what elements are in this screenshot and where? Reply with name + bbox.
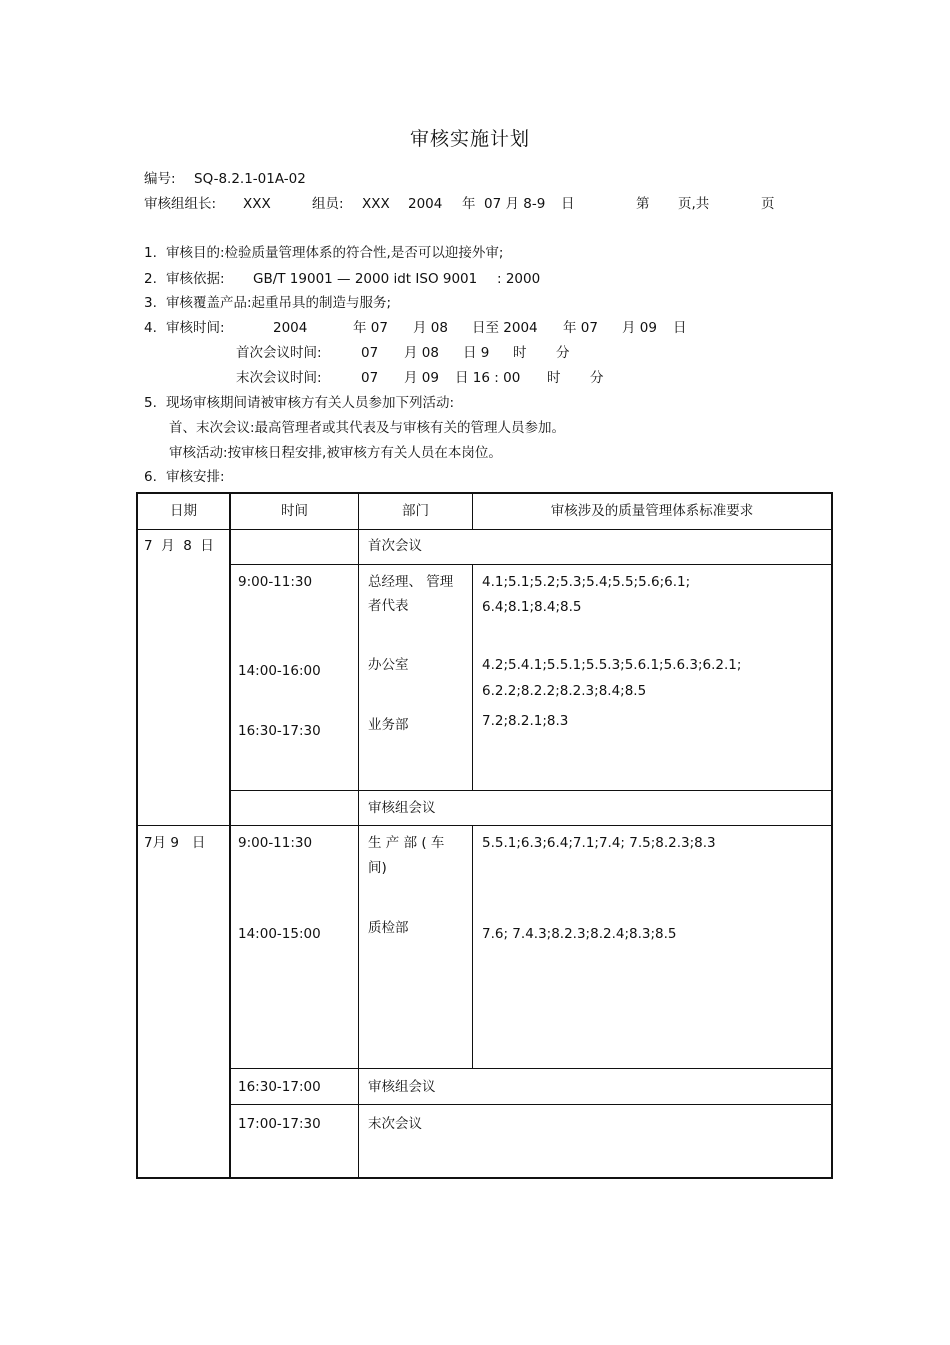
last-meeting-part: 分 bbox=[590, 370, 604, 386]
day1-row2-dept: 办公室 bbox=[368, 657, 409, 673]
last-meeting-part: 07 bbox=[361, 370, 379, 386]
day1-row2-time: 14:00-16:00 bbox=[238, 663, 321, 679]
audit-time-part: 日 bbox=[673, 320, 687, 336]
day2-row1-dept-line2: 间) bbox=[368, 860, 387, 876]
row-divider-header bbox=[136, 529, 833, 530]
audit-time-part: 年 07 bbox=[563, 320, 598, 336]
last-meeting-part: 月 09 bbox=[404, 370, 439, 386]
day2-team-meeting: 审核组会议 bbox=[368, 1079, 436, 1095]
day1-row1-dept-line2: 者代表 bbox=[368, 598, 409, 614]
item-6 bbox=[144, 468, 225, 486]
code-value: SQ-8.2.1-01A-02 bbox=[194, 171, 306, 187]
item-4-label: 审核时间: bbox=[166, 320, 225, 336]
day1-row1-dept: 总经理、 管理 bbox=[368, 574, 454, 590]
item-2 bbox=[144, 270, 225, 288]
leader-value: XXX bbox=[243, 196, 271, 212]
table-border-bottom bbox=[136, 1177, 833, 1179]
day1-row2-req: 4.2;5.4.1;5.5.1;5.5.3;5.6.1;5.6.3;6.2.1; bbox=[482, 657, 742, 673]
item-3 bbox=[144, 294, 391, 312]
item-1-text: 审核目的:检验质量管理体系的符合性,是否可以迎接外审; bbox=[166, 245, 504, 261]
day2-date: 7月 9 日 bbox=[144, 835, 206, 851]
day1-opening-meeting: 首次会议 bbox=[368, 538, 422, 554]
last-meeting-part: 日 16 : 00 bbox=[455, 370, 521, 386]
day2-team-time: 16:30-17:00 bbox=[238, 1079, 321, 1095]
day1-row3-req: 7.2;8.2.1;8.3 bbox=[482, 713, 569, 729]
first-meeting-label: 首次会议时间: bbox=[236, 345, 322, 361]
code-label: 编号: bbox=[144, 171, 176, 187]
item-2-tail: : 2000 bbox=[497, 271, 541, 287]
item-2-value: GB/T 19001 — 2000 idt ISO 9001 bbox=[253, 271, 478, 287]
day1-row1-time: 9:00-11:30 bbox=[238, 574, 313, 590]
day1-row1-req: 4.1;5.1;5.2;5.3;5.4;5.5;5.6;6.1; bbox=[482, 574, 691, 590]
audit-time-part: 2004 bbox=[273, 320, 308, 336]
day2-row2-dept: 质检部 bbox=[368, 920, 409, 936]
header-year-unit: 年 bbox=[462, 196, 476, 212]
row-divider-team bbox=[229, 1104, 833, 1105]
col-divider-date bbox=[229, 492, 231, 1179]
member-value: XXX bbox=[362, 196, 390, 212]
day1-team-meeting: 审核组会议 bbox=[368, 800, 436, 816]
day2-final-meeting: 末次会议 bbox=[368, 1116, 422, 1132]
total-unit: 页 bbox=[761, 196, 775, 212]
member-label: 组员: bbox=[312, 196, 344, 212]
day1-row3-dept: 业务部 bbox=[368, 717, 409, 733]
item-2-num: 2. bbox=[144, 271, 157, 287]
day1-row1-req-line2: 6.4;8.1;8.4;8.5 bbox=[482, 599, 582, 615]
header-date: 日期 bbox=[170, 503, 197, 519]
first-meeting-part: 时 bbox=[513, 345, 527, 361]
day2-row2-req: 7.6; 7.4.3;8.2.3;8.2.4;8.3;8.5 bbox=[482, 926, 677, 942]
day1-date: 7 月 8 日 bbox=[144, 538, 214, 554]
item-3-num: 3. bbox=[144, 295, 157, 311]
last-meeting-label: 末次会议时间: bbox=[236, 370, 322, 386]
item-6-num: 6. bbox=[144, 469, 157, 485]
header-time: 时间 bbox=[281, 503, 308, 519]
day1-row3-time: 16:30-17:30 bbox=[238, 723, 321, 739]
first-meeting-part: 分 bbox=[556, 345, 570, 361]
col-divider-time bbox=[358, 492, 359, 1179]
day2-row1-req: 5.5.1;6.3;6.4;7.1;7.4; 7.5;8.2.3;8.3 bbox=[482, 835, 716, 851]
header-date: 07 月 8-9 bbox=[484, 196, 546, 212]
audit-time-part: 年 07 bbox=[353, 320, 388, 336]
col-divider-dept-day1 bbox=[472, 564, 473, 790]
day2-final-time: 17:00-17:30 bbox=[238, 1116, 321, 1132]
item-3-text: 审核覆盖产品:起重吊具的制造与服务; bbox=[166, 295, 392, 311]
item-6-text: 审核安排: bbox=[166, 469, 225, 485]
header-dept: 部门 bbox=[402, 503, 429, 519]
first-meeting-part: 月 08 bbox=[404, 345, 439, 361]
audit-time-part: 月 09 bbox=[622, 320, 657, 336]
page-unit: 页,共 bbox=[678, 196, 710, 212]
last-meeting-part: 时 bbox=[547, 370, 561, 386]
item-1 bbox=[144, 244, 503, 262]
row-divider-opening bbox=[229, 564, 833, 565]
page-label: 第 bbox=[636, 196, 650, 212]
audit-time-part: 日至 2004 bbox=[472, 320, 538, 336]
item-1-num: 1. bbox=[144, 245, 157, 261]
page-title: 审核实施计划 bbox=[409, 128, 530, 150]
activity-line-2: 审核活动:按审核日程安排,被审核方有关人员在本岗位。 bbox=[169, 445, 502, 461]
header-year: 2004 bbox=[408, 196, 443, 212]
first-meeting-part: 07 bbox=[361, 345, 379, 361]
item-5-num: 5. bbox=[144, 395, 157, 411]
item-2-label: 审核依据: bbox=[166, 271, 225, 287]
table-border-left bbox=[136, 492, 138, 1179]
table-border-top bbox=[136, 492, 833, 494]
leader-label: 审核组组长: bbox=[144, 196, 217, 212]
day2-row2-time: 14:00-15:00 bbox=[238, 926, 321, 942]
table-border-right bbox=[831, 492, 833, 1179]
day1-row2-req-line2: 6.2.2;8.2.2;8.2.3;8.4;8.5 bbox=[482, 683, 647, 699]
item-5-text: 现场审核期间请被审核方有关人员参加下列活动: bbox=[166, 395, 455, 411]
row-divider-day1-sessions bbox=[229, 790, 833, 791]
activity-line-1: 首、末次会议:最高管理者或其代表及与审核有关的管理人员参加。 bbox=[169, 420, 566, 436]
audit-time-part: 月 08 bbox=[413, 320, 448, 336]
col-divider-dept-day2 bbox=[472, 825, 473, 1068]
item-4 bbox=[144, 319, 225, 337]
schedule-table bbox=[136, 492, 833, 1179]
item-5 bbox=[144, 394, 454, 412]
item-4-num: 4. bbox=[144, 320, 157, 336]
header-day-unit: 日 bbox=[561, 196, 575, 212]
first-meeting-part: 日 9 bbox=[463, 345, 490, 361]
day2-row1-dept: 生 产 部 ( 车 bbox=[368, 835, 445, 851]
day2-row1-time: 9:00-11:30 bbox=[238, 835, 313, 851]
header-requirements: 审核涉及的质量管理体系标准要求 bbox=[550, 503, 754, 519]
row-divider-day2-sessions bbox=[229, 1068, 833, 1069]
row-divider-day1 bbox=[136, 825, 833, 826]
